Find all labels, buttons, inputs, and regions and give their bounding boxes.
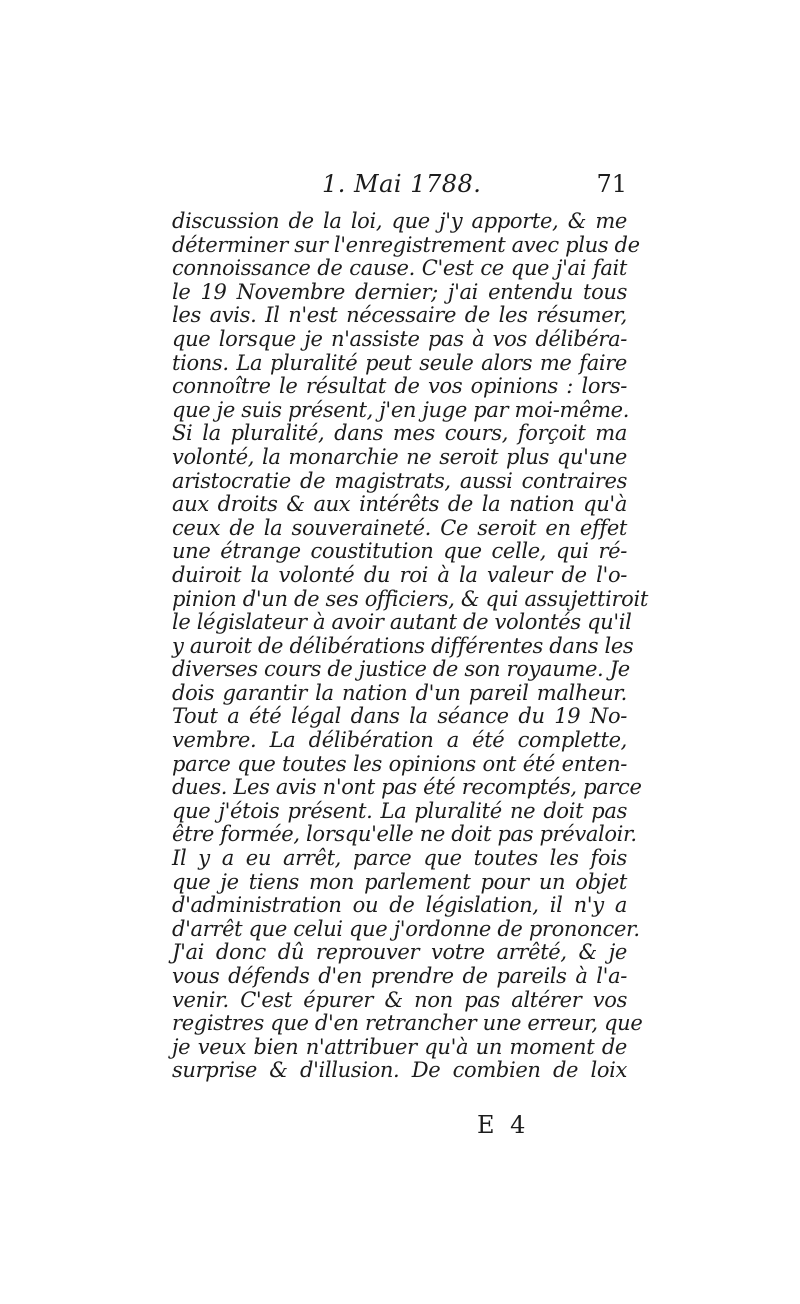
text-line: tions. La pluralité peut seule alors me faire: [172, 350, 627, 375]
text-line: le 19 Novembre dernier; j'ai entendu tous: [172, 279, 627, 304]
text-line: vembre. La délibération a été complette,: [172, 728, 627, 753]
text-line: déterminer sur l'enregistrement avec plus de: [172, 232, 640, 257]
text-line: Si la pluralité, dans mes cours, forçoit ma: [172, 421, 627, 446]
text-line: le législateur à avoir autant de volontés qu'il: [172, 610, 632, 635]
text-line: aristocratie de magistrats, aussi contraires: [172, 468, 627, 493]
text-line: connoître le résultat de vos opinions : lors-: [172, 374, 627, 399]
text-line: être formée, lorsqu'elle ne doit pas prévaloir.: [172, 822, 637, 847]
text-line: surprise & d'illusion. De combien de loix: [172, 1058, 627, 1083]
text-line: aux droits & aux intérêts de la nation qu'à: [172, 492, 627, 517]
text-line: les avis. Il n'est nécessaire de les résumer,: [172, 303, 627, 328]
text-line: je veux bien n'attribuer qu'à un moment de: [172, 1034, 627, 1059]
text-line: que lorsque je n'assiste pas à vos délibéra-: [172, 326, 627, 351]
signature-mark: E 4: [477, 1111, 530, 1139]
text-line: discussion de la loi, que j'y apporte, & me: [172, 209, 627, 233]
header-date-title: 1. Mai 1788.: [322, 170, 482, 198]
text-line: vous défends d'en prendre de pareils à l'a-: [172, 964, 627, 988]
text-line: dues. Les avis n'ont pas été recomptés, parce: [172, 775, 642, 800]
text-line: une étrange coustitution que celle, qui ré-: [172, 539, 627, 564]
text-line: que je tiens mon parlement pour un objet: [172, 869, 627, 894]
text-line: pinion d'un de ses officiers, & qui assujettiroit: [172, 586, 648, 611]
text-line: volonté, la monarchie ne seroit plus qu'une: [172, 444, 627, 469]
text-line: Tout a été légal dans la séance du 19 No-: [172, 704, 627, 729]
text-line: Il y a eu arrêt, parce que toutes les fois: [172, 846, 627, 871]
running-header: [172, 170, 627, 206]
page-number: 71: [596, 170, 627, 198]
text-line: duiroit la volonté du roi à la valeur de l'o-: [172, 562, 627, 587]
text-line: registres que d'en retrancher une erreur, que: [172, 1011, 643, 1036]
text-line: d'administration ou de législation, il n'y a: [172, 893, 627, 918]
text-line: connoissance de cause. C'est ce que j'ai fait: [172, 256, 627, 281]
text-line: venir. C'est épurer & non pas altérer vos: [172, 987, 627, 1012]
text-line: d'arrêt que celui que j'ordonne de prononcer.: [172, 916, 640, 941]
body-text: [172, 209, 648, 1083]
text-line: que j'étois présent. La pluralité ne doit pas: [172, 798, 627, 823]
text-line: diverses cours de justice de son royaume. Je: [172, 657, 630, 682]
text-line: que je suis présent, j'en juge par moi-même.: [172, 397, 630, 422]
text-line: parce que toutes les opinions ont été enten-: [172, 751, 627, 776]
text-line: J'ai donc dû reprouver votre arrêté, & je: [172, 940, 627, 965]
text-line: ceux de la souveraineté. Ce seroit en effet: [172, 515, 627, 540]
text-line: y auroit de délibérations différentes dans les: [172, 633, 634, 658]
text-line: dois garantir la nation d'un pareil malheur.: [172, 680, 627, 705]
